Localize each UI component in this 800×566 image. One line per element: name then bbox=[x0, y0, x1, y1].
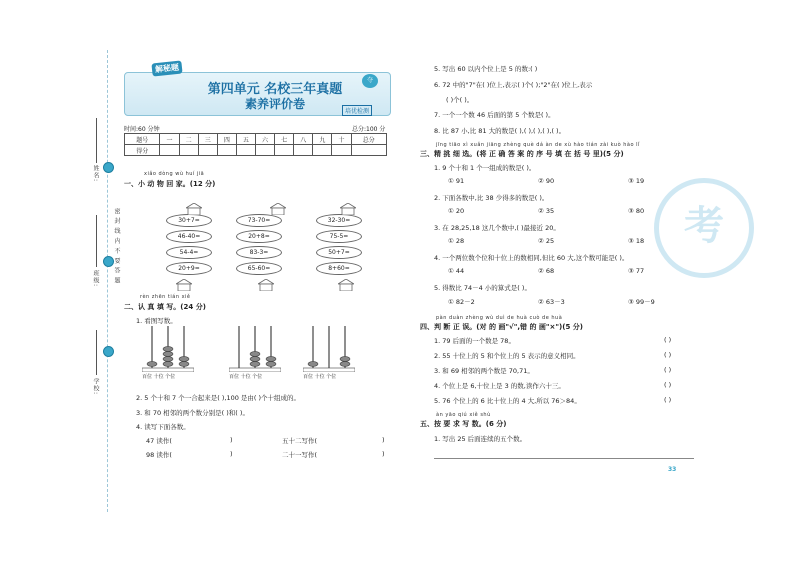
house-icon bbox=[340, 200, 356, 212]
choice-option: ③ 77 bbox=[628, 267, 645, 275]
total-score: 总分:100 分 bbox=[352, 126, 386, 133]
question-text: 1. 看图写数。 bbox=[136, 317, 177, 325]
score-blank-cell bbox=[179, 145, 198, 156]
score-header-cell: 总分 bbox=[351, 134, 386, 145]
closing-paren: ) bbox=[382, 436, 385, 444]
choice-question: 2. 下面各数中,比 38 少得多的数是( )。 bbox=[434, 194, 549, 202]
question-text: 4. 读写下面各数。 bbox=[136, 423, 190, 431]
read-write-item: 98 读作( bbox=[146, 451, 172, 459]
question-text: 8. 比 87 小,比 81 大的数是( ),( ),( ),( ),( )。 bbox=[434, 127, 566, 135]
class-underline bbox=[96, 215, 97, 267]
section-4-heading: 四、判 断 正 误。(对 的 画"√",错 的 画"×")(5 分) bbox=[420, 323, 583, 331]
answer-paren: ( ) bbox=[664, 396, 672, 404]
equation-oval: 83-3= bbox=[236, 246, 282, 259]
judge-statement: 1. 79 后面的一个数是 78。 bbox=[434, 337, 515, 345]
score-label-cell: 得分 bbox=[125, 145, 160, 156]
school-underline bbox=[96, 330, 97, 375]
choice-option: ③ 18 bbox=[628, 237, 645, 245]
watermark-seal: 考 bbox=[654, 178, 754, 278]
question-text: 1. 写出 25 后面连续的五个数。 bbox=[434, 435, 527, 443]
judge-statement: 4. 个位上是 6,十位上是 3 的数,读作六十三。 bbox=[434, 382, 565, 390]
score-blank-cell bbox=[236, 145, 255, 156]
page-number: 33 bbox=[668, 466, 677, 473]
equation-oval: 20+9= bbox=[166, 262, 212, 275]
judge-statement: 2. 55 十位上的 5 和个位上的 5 表示的意义相同。 bbox=[434, 352, 580, 360]
choice-option: ② 68 bbox=[538, 267, 555, 275]
house-icon bbox=[258, 276, 274, 288]
page-subtitle: 素养评价卷 bbox=[244, 97, 305, 111]
house-icon bbox=[338, 276, 354, 288]
answer-paren: ( ) bbox=[664, 351, 672, 359]
score-table bbox=[124, 133, 387, 156]
abacus-label: 百位 十位 个位 bbox=[229, 374, 263, 380]
judge-statement: 3. 和 69 相邻的两个数是 70,71。 bbox=[434, 367, 534, 375]
equation-oval: 46-40= bbox=[166, 230, 212, 243]
section-5-heading: 五、按 要 求 写 数。(6 分) bbox=[420, 420, 507, 428]
equation-oval: 73-70= bbox=[236, 214, 282, 227]
answer-paren: ( ) bbox=[664, 381, 672, 389]
score-blank-cell bbox=[275, 145, 294, 156]
ribbon-badge: 夺 bbox=[362, 74, 378, 88]
closing-paren: ) bbox=[382, 450, 385, 458]
score-blank-cell bbox=[255, 145, 274, 156]
equation-oval: 20+8= bbox=[236, 230, 282, 243]
abacus-figure bbox=[142, 326, 194, 372]
choice-question: 4. 一个两位数个位和十位上的数相同,但比 60 大,这个数可能是( )。 bbox=[434, 254, 629, 262]
score-blank-cell bbox=[294, 145, 313, 156]
question-text: 6. 72 中的"7"在( )位上,表示( )个( );"2"在( )位上,表示 bbox=[434, 81, 593, 89]
choice-option: ② 25 bbox=[538, 237, 555, 245]
choice-option: ① 44 bbox=[448, 267, 465, 275]
equation-oval: 8+60= bbox=[316, 262, 362, 275]
score-header-cell: 九 bbox=[313, 134, 332, 145]
score-blank-cell bbox=[198, 145, 217, 156]
equation-oval: 75-5= bbox=[316, 230, 362, 243]
read-write-item: 五十二写作( bbox=[282, 437, 318, 445]
binding-ring bbox=[103, 346, 114, 357]
binding-ring bbox=[103, 162, 114, 173]
house-icon bbox=[186, 200, 202, 212]
equation-oval: 65-60= bbox=[236, 262, 282, 275]
score-blank-cell bbox=[160, 145, 179, 156]
choice-option: ① 20 bbox=[448, 207, 465, 215]
read-write-item: 47 读作( bbox=[146, 437, 172, 445]
choice-option: ② 90 bbox=[538, 177, 555, 185]
question-text: 2. 5 个十和 7 个一合起来是( ),100 是由( )个十组成的。 bbox=[136, 394, 301, 402]
score-header-cell: 六 bbox=[255, 134, 274, 145]
choice-option: ③ 80 bbox=[628, 207, 645, 215]
choice-question: 5. 得数比 74－4 小的算式是( )。 bbox=[434, 284, 531, 292]
score-header-cell: 二 bbox=[179, 134, 198, 145]
name-underline bbox=[96, 118, 97, 163]
abacus-figure bbox=[229, 326, 281, 372]
score-blank-cell bbox=[332, 145, 351, 156]
name-label: 姓名: bbox=[92, 165, 99, 183]
score-blank-cell bbox=[217, 145, 236, 156]
score-header-cell: 七 bbox=[275, 134, 294, 145]
time-limit: 时间:60 分钟 bbox=[124, 126, 160, 133]
choice-option: ① 28 bbox=[448, 237, 465, 245]
choice-question: 3. 在 28,25,18 这几个数中,( )最接近 20。 bbox=[434, 224, 560, 232]
choice-question: 1. 9 个十和 1 个一组成的数是( )。 bbox=[434, 164, 536, 172]
question-text: 7. 一个一个数 46 后面的第 5 个数是( )。 bbox=[434, 111, 555, 119]
choice-option: ② 63－3 bbox=[538, 298, 565, 306]
read-write-item: 二十一写作( bbox=[282, 451, 318, 459]
section-3-heading: 三、精 挑 细 选。(将 正 确 答 案 的 序 号 填 在 括 号 里)(5 分) bbox=[420, 150, 624, 158]
abacus-figure bbox=[303, 326, 355, 372]
series-logo: 解秘题 bbox=[151, 60, 182, 76]
equation-oval: 30+7= bbox=[166, 214, 212, 227]
equation-oval: 50+7= bbox=[316, 246, 362, 259]
score-blank-cell bbox=[313, 145, 332, 156]
section-2-heading: 二、认 真 填 写。(24 分) bbox=[124, 303, 206, 311]
choice-option: ① 82－2 bbox=[448, 298, 475, 306]
house-icon bbox=[270, 200, 286, 212]
question-text: 5. 写出 60 以内个位上是 5 的数:( ) bbox=[434, 65, 538, 73]
equation-oval: 54-4= bbox=[166, 246, 212, 259]
house-icon bbox=[176, 276, 192, 288]
page-title: 第四单元 名校三年真题 bbox=[207, 82, 343, 97]
closing-paren: ) bbox=[230, 450, 233, 458]
abacus-label: 百位 十位 个位 bbox=[303, 374, 337, 380]
question-text: ( )个( )。 bbox=[446, 96, 474, 104]
score-header-cell: 五 bbox=[236, 134, 255, 145]
section-pinyin: àn yāo qiú xiě shù bbox=[436, 412, 491, 418]
equation-oval: 32-30= bbox=[316, 214, 362, 227]
score-header-cell: 八 bbox=[294, 134, 313, 145]
score-value-row bbox=[125, 145, 387, 156]
choice-option: ③ 99－9 bbox=[628, 298, 655, 306]
choice-option: ② 35 bbox=[538, 207, 555, 215]
score-header-cell: 四 bbox=[217, 134, 236, 145]
score-header-cell: 十 bbox=[332, 134, 351, 145]
class-label: 班级: bbox=[92, 270, 99, 288]
question-text: 3. 和 70 相邻的两个数分别是( )和( )。 bbox=[136, 409, 249, 417]
score-header-cell: 题号 bbox=[125, 134, 160, 145]
section-pinyin: pàn duàn zhèng wù duì de huà cuò de huà bbox=[436, 315, 563, 321]
score-header-row bbox=[125, 134, 387, 145]
choice-option: ③ 19 bbox=[628, 177, 645, 185]
school-label: 学校: bbox=[92, 378, 99, 396]
abacus-label: 百位 十位 个位 bbox=[142, 374, 176, 380]
level-tag: 培优检测 bbox=[342, 105, 372, 116]
answer-line bbox=[434, 458, 694, 459]
binding-dashed-line bbox=[107, 50, 108, 512]
answer-paren: ( ) bbox=[664, 366, 672, 374]
score-header-cell: 一 bbox=[160, 134, 179, 145]
judge-statement: 5. 76 个位上的 6 比十位上的 4 大,所以 76＞84。 bbox=[434, 397, 581, 405]
section-pinyin: rèn zhēn tián xiě bbox=[140, 294, 191, 300]
closing-paren: ) bbox=[230, 436, 233, 444]
section-1-heading: 一、小 动 物 回 家。(12 分) bbox=[124, 180, 216, 188]
score-header-cell: 三 bbox=[198, 134, 217, 145]
section-pinyin: jīng tiāo xì xuǎn jiāng zhèng què dá àn de xù hào tián zài kuò hào lǐ bbox=[436, 142, 640, 148]
seal-notice: 密 封 线 内 不 要 答 题 bbox=[113, 208, 120, 285]
answer-paren: ( ) bbox=[664, 336, 672, 344]
score-blank-cell bbox=[351, 145, 386, 156]
section-pinyin: xiǎo dòng wù huí jiā bbox=[144, 171, 205, 177]
choice-option: ① 91 bbox=[448, 177, 465, 185]
